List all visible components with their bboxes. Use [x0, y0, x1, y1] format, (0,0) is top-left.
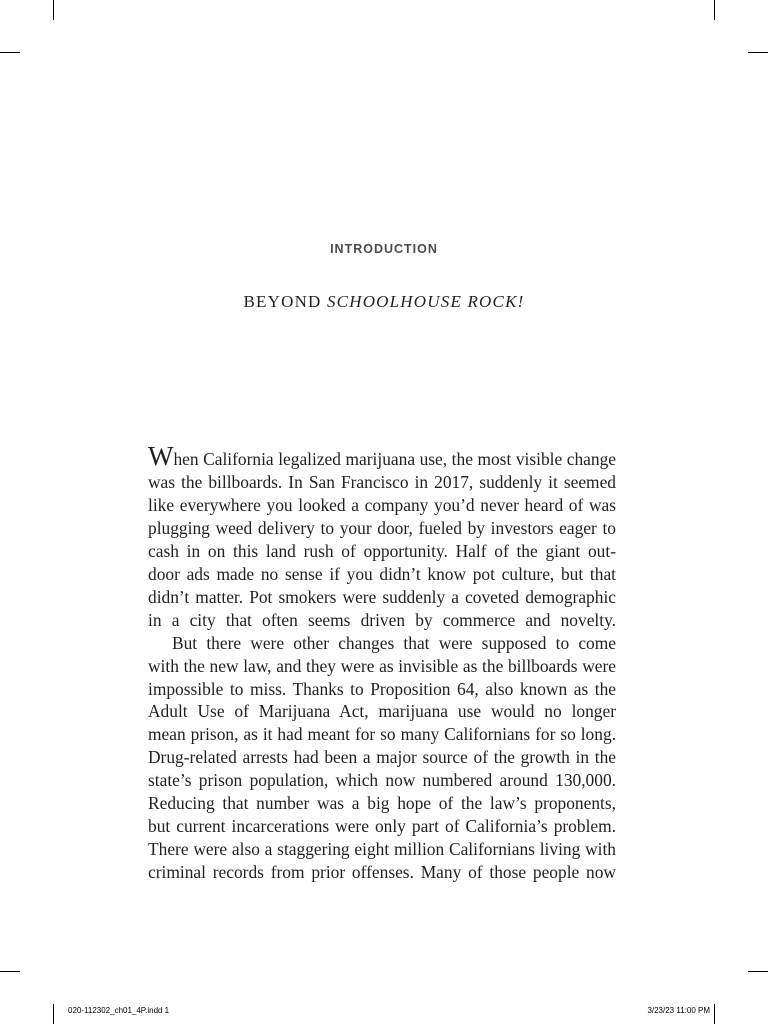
chapter-title [0, 292, 768, 312]
body-line: Drug-related arrests had been a major source of the growth in the [148, 747, 616, 768]
body-text [148, 441, 616, 884]
chapter-title-italic: SCHOOLHOUSE ROCK! [326, 292, 525, 311]
body-line: criminal records from prior offenses. Many of those people now [148, 862, 616, 883]
body-line: There were also a staggering eight million Californians living with [148, 839, 616, 860]
body-line: door ads made no sense if you didn’t know pot culture, but that [148, 563, 616, 584]
body-line: impossible to miss. Thanks to Proposition 64, also known as the [148, 678, 616, 699]
crop-mark-top-left [53, 0, 54, 20]
crop-mark-right-bottom [748, 971, 768, 972]
chapter-title-roman: BEYOND [243, 292, 327, 311]
drop-cap: W [148, 441, 174, 471]
body-line: state’s prison population, which now numbered around 130,000. [148, 770, 616, 791]
body-line: plugging weed delivery to your door, fueled by investors eager to [148, 517, 616, 538]
body-line: like everywhere you looked a company you’d never heard of was [148, 494, 616, 515]
crop-mark-left-bottom [0, 971, 20, 972]
body-line: cash in on this land rush of opportunity. Half of the giant out- [148, 540, 616, 561]
print-slug [0, 1006, 768, 1020]
body-line: Reducing that number was a big hope of the law’s proponents, [148, 793, 616, 814]
body-line: was the billboards. In San Francisco in 2017, suddenly it seemed [148, 471, 616, 492]
chapter-label: INTRODUCTION [330, 242, 438, 256]
body-line: mean prison, as it had meant for so many Californians for so long. [148, 724, 616, 745]
body-line: When California legalized marijuana use, the most visible change [148, 441, 616, 471]
body-line: Adult Use of Marijuana Act, marijuana use would no longer [148, 701, 616, 722]
body-line: But there were other changes that were supposed to come [172, 632, 616, 653]
slug-timestamp: 3/23/23 11:00 PM [647, 1006, 710, 1015]
body-line: but current incarcerations were only part of California’s problem. [148, 816, 616, 837]
body-line: in a city that often seems driven by commerce and novelty. [148, 609, 616, 630]
crop-mark-top-right [714, 0, 715, 20]
body-line: didn’t matter. Pot smokers were suddenly a coveted demographic [148, 586, 616, 607]
crop-mark-right-top [748, 52, 768, 53]
crop-mark-left-top [0, 52, 20, 53]
slug-filename: 020-112302_ch01_4P.indd 1 [68, 1006, 170, 1015]
body-line: with the new law, and they were as invisible as the billboards were [148, 655, 616, 676]
